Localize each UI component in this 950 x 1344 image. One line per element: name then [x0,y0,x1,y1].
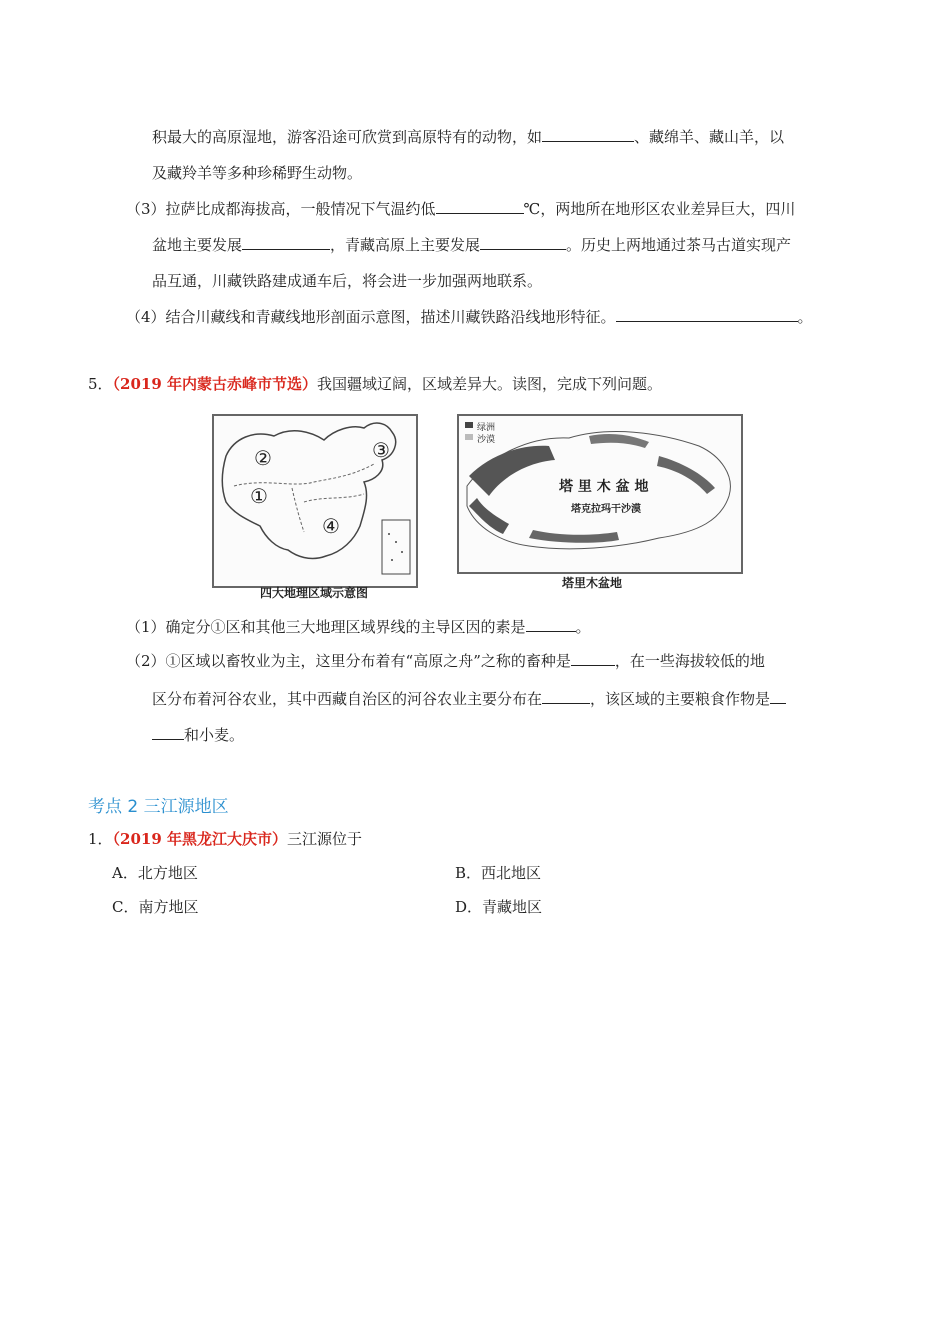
answer-blank[interactable] [526,617,576,632]
q4-part-4: （4）结合川藏线和青藏线地形剖面示意图，描述川藏铁路沿线地形特征。 。 [126,308,813,326]
map-region-label: ④ [322,514,340,538]
figure-caption: 塔里木盆地 [562,576,623,590]
legend-desert: 沙漠 [477,435,496,445]
answer-blank[interactable] [152,725,184,740]
source-tag: （2019 年内蒙古赤峰市节选） [112,375,318,393]
answer-blank[interactable] [242,235,330,250]
q4-line-1: 积最大的高原湿地，游客沿途可欣赏到高原特有的动物，如 、藏绵羊、藏山羊，以 [152,128,785,146]
q1-stem: 1．（2019 年黑龙江大庆市）三江源位于 [88,830,363,848]
answer-blank[interactable] [480,235,566,250]
map-region-label: ① [250,484,268,508]
answer-blank[interactable] [542,127,634,142]
map-subtitle: 塔克拉玛干沙漠 [571,504,641,515]
answer-blank[interactable] [770,689,786,704]
answer-blank[interactable] [436,199,524,214]
q4-part-3-line-3: 品互通，川藏铁路建成通车后，将会进一步加强两地联系。 [152,272,543,290]
q5-stem: 5．（2019 年内蒙古赤峰市节选）我国疆域辽阔，区域差异大。读图，完成下列问题。 [88,375,663,393]
map-region-label: ② [254,446,272,470]
option-a[interactable]: A．北方地区 [112,864,198,882]
answer-blank[interactable] [542,689,590,704]
map-region-label: ③ [372,438,390,462]
four-regions-map [212,414,418,588]
section-heading: 考点 2 三江源地区 [88,797,229,817]
q4-part-3: （3）拉萨比成都海拔高，一般情况下气温约低 ℃，两地所在地形区农业差异巨大，四川 [126,200,796,218]
figure-caption: 四大地理区域示意图 [260,586,369,600]
q4-part-3-line-2: 盆地主要发展 ，青藏高原上主要发展 。历史上两地通过茶马古道实现产 [152,236,792,254]
option-d[interactable]: D．青藏地区 [455,898,543,916]
legend-oasis: 绿洲 [477,423,496,433]
q5-part-2-line-3: 和小麦。 [152,724,244,746]
q5-part-2: （2）①区域以畜牧业为主，这里分布着有“高原之舟”之称的畜种是 ，在一些海拔较低的地 [126,652,765,670]
q5-part-1: （1）确定分①区和其他三大地理区域界线的主导区因的素是 。 [126,618,591,636]
map-title: 塔 里 木 盆 地 [559,479,649,495]
answer-blank[interactable] [571,651,615,666]
option-c[interactable]: C．南方地区 [112,898,199,916]
option-b[interactable]: B．西北地区 [455,864,542,882]
q4-line-2: 及藏羚羊等多种珍稀野生动物。 [152,164,363,182]
answer-blank[interactable] [616,307,798,322]
q5-part-2-line-2: 区分布着河谷农业，其中西藏自治区的河谷农业主要分布在 ，该区域的主要粮食作物是 [152,688,786,710]
tarim-basin-map [457,414,743,574]
source-tag: （2019 年黑龙江大庆市） [112,830,288,848]
